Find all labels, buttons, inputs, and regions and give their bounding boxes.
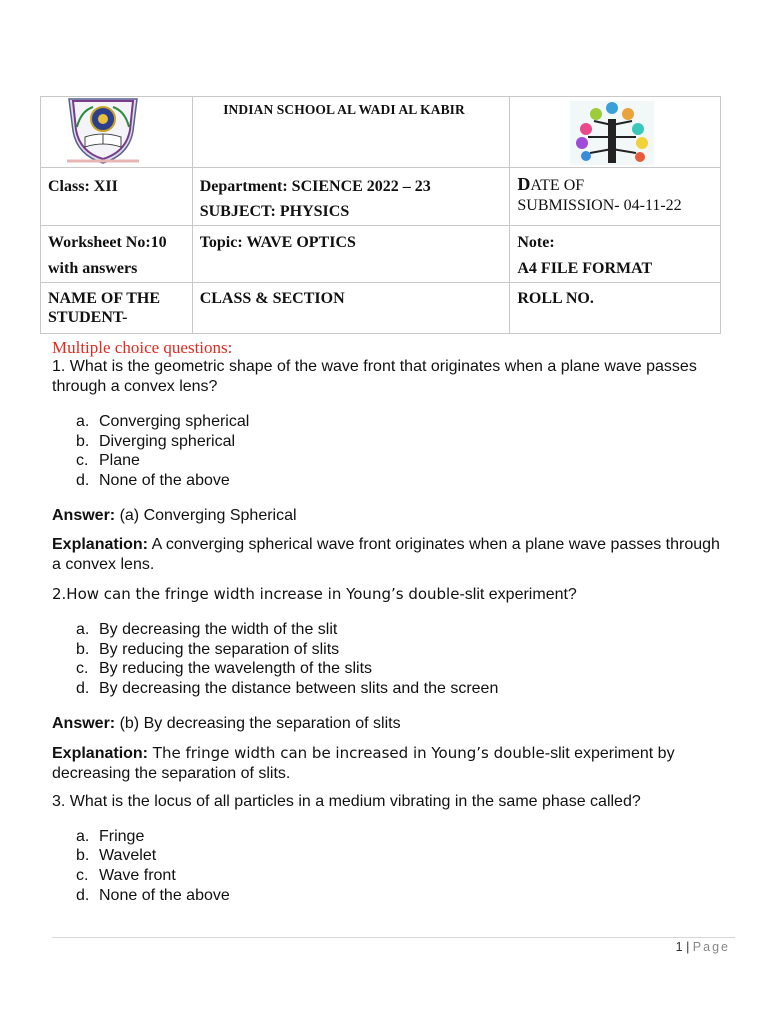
- school-crest-logo: [63, 97, 143, 165]
- worksheet-number: Worksheet No:10: [48, 234, 167, 251]
- list-item: [76, 679, 732, 699]
- question-2-rest: -slit experiment?: [459, 585, 577, 603]
- question-3-text: 3. What is the locus of all particles in a medium vibrating in the same phase called?: [52, 792, 641, 810]
- answer-label: Answer:: [52, 714, 116, 732]
- question-2-text: [52, 584, 732, 605]
- list-item: [76, 471, 732, 491]
- date-of-submission: SUBMISSION- 04-11-22: [517, 197, 682, 214]
- department-label: Department: SCIENCE 2022 – 23: [199, 178, 431, 195]
- note-label: Note:: [517, 234, 555, 251]
- option-text: By reducing the separation of slits: [99, 640, 340, 658]
- date-label-rest: ATE OF: [530, 177, 585, 194]
- answer-label: Answer:: [52, 506, 116, 524]
- option-text: By reducing the wavelength of the slits: [99, 660, 373, 678]
- roll-no-cell: [510, 283, 721, 334]
- explanation-text: A converging spherical wave front originates when a plane wave passes through a convex lens.: [52, 535, 720, 573]
- class-section-cell: [192, 283, 510, 334]
- class-cell: [41, 168, 193, 226]
- explanation-rest: -slit experiment by decreasing the separation of slits.: [52, 744, 675, 782]
- question-1-answer: [52, 506, 732, 526]
- note-value: A4 FILE FORMAT: [517, 260, 653, 277]
- roll-no-label: ROLL NO.: [517, 290, 594, 307]
- question-2-explanation: [52, 743, 732, 784]
- option-letter: c.: [76, 452, 89, 470]
- tree-diagram-logo: [570, 101, 654, 165]
- header-table: [40, 96, 721, 334]
- option-letter: c.: [76, 867, 89, 885]
- question-2-bold-part: 2.How can the fringe width increase in Young’s double: [52, 584, 460, 603]
- option-text: By decreasing the distance between slits and the screen: [99, 679, 499, 697]
- explanation-label: Explanation:: [52, 535, 149, 553]
- list-item: [76, 432, 732, 452]
- explanation-bold-part: The fringe width can be increased in Young’s double: [148, 743, 545, 762]
- option-letter: d.: [76, 679, 90, 697]
- school-name-cell: [192, 97, 510, 168]
- question-1-options: [52, 412, 732, 491]
- option-letter: b.: [76, 432, 90, 450]
- list-item: [76, 827, 732, 847]
- date-first-letter: D: [517, 174, 531, 194]
- question-3-options: [52, 827, 732, 906]
- page-separator: |: [682, 940, 693, 954]
- option-letter: a.: [76, 827, 90, 845]
- footer-divider: [52, 937, 735, 938]
- class-label: Class: XII: [48, 178, 118, 195]
- student-name-label-line1: NAME OF THE: [48, 290, 161, 307]
- option-text: None of the above: [99, 886, 230, 904]
- department-cell: [192, 168, 510, 226]
- list-item: [76, 846, 732, 866]
- question-1-explanation: [52, 535, 732, 575]
- option-text: Wave front: [99, 867, 176, 885]
- option-letter: a.: [76, 620, 90, 638]
- question-2-answer: [52, 714, 732, 734]
- answer-text: (b) By decreasing the separation of slits: [115, 714, 401, 732]
- option-letter: b.: [76, 640, 90, 658]
- page-word: Page: [692, 940, 730, 954]
- option-text: Fringe: [99, 827, 145, 845]
- student-name-label-line2: STUDENT-: [48, 309, 128, 326]
- date-label: [517, 174, 720, 196]
- option-letter: a.: [76, 413, 90, 430]
- worksheet-with-answers: with answers: [48, 260, 138, 277]
- option-letter: c.: [76, 660, 89, 678]
- page-footer: [676, 940, 730, 954]
- list-item: [76, 451, 732, 471]
- question-2-options: [52, 620, 732, 699]
- option-text: Plane: [99, 452, 140, 470]
- subject-label: SUBJECT: PHYSICS: [199, 203, 350, 220]
- student-name-cell: [41, 283, 193, 334]
- question-1-text: 1. What is the geometric shape of the wave front that originates when a plane wave passes through a convex lens?: [52, 358, 697, 395]
- topic-label: Topic: WAVE OPTICS: [199, 234, 356, 251]
- option-text: Wavelet: [99, 847, 157, 865]
- list-item: [76, 412, 732, 432]
- option-text: By decreasing the width of the slit: [99, 620, 338, 638]
- option-letter: d.: [76, 472, 90, 490]
- school-name: INDIAN SCHOOL AL WADI AL KABIR: [223, 102, 465, 117]
- questions-content: [52, 357, 732, 920]
- list-item: [76, 620, 732, 640]
- answer-text: (a) Converging Spherical: [115, 506, 297, 524]
- topic-cell: [192, 226, 510, 283]
- page-number: 1: [675, 940, 683, 954]
- option-text: Diverging spherical: [99, 432, 236, 450]
- worksheet-cell: [41, 226, 193, 283]
- school-logo-cell: [41, 97, 193, 168]
- option-letter: b.: [76, 847, 90, 865]
- list-item: [76, 886, 732, 906]
- tree-logo-cell: [510, 97, 721, 168]
- list-item: [76, 659, 732, 679]
- option-text: Converging spherical: [99, 413, 250, 430]
- date-cell: [510, 168, 721, 226]
- list-item: [76, 640, 732, 660]
- note-cell: [510, 226, 721, 283]
- class-section-label: CLASS & SECTION: [199, 290, 345, 307]
- list-item: [76, 866, 732, 886]
- option-text: None of the above: [99, 472, 230, 490]
- section-title: Multiple choice questions:: [52, 338, 233, 357]
- explanation-label: Explanation:: [52, 744, 149, 762]
- option-letter: d.: [76, 886, 90, 904]
